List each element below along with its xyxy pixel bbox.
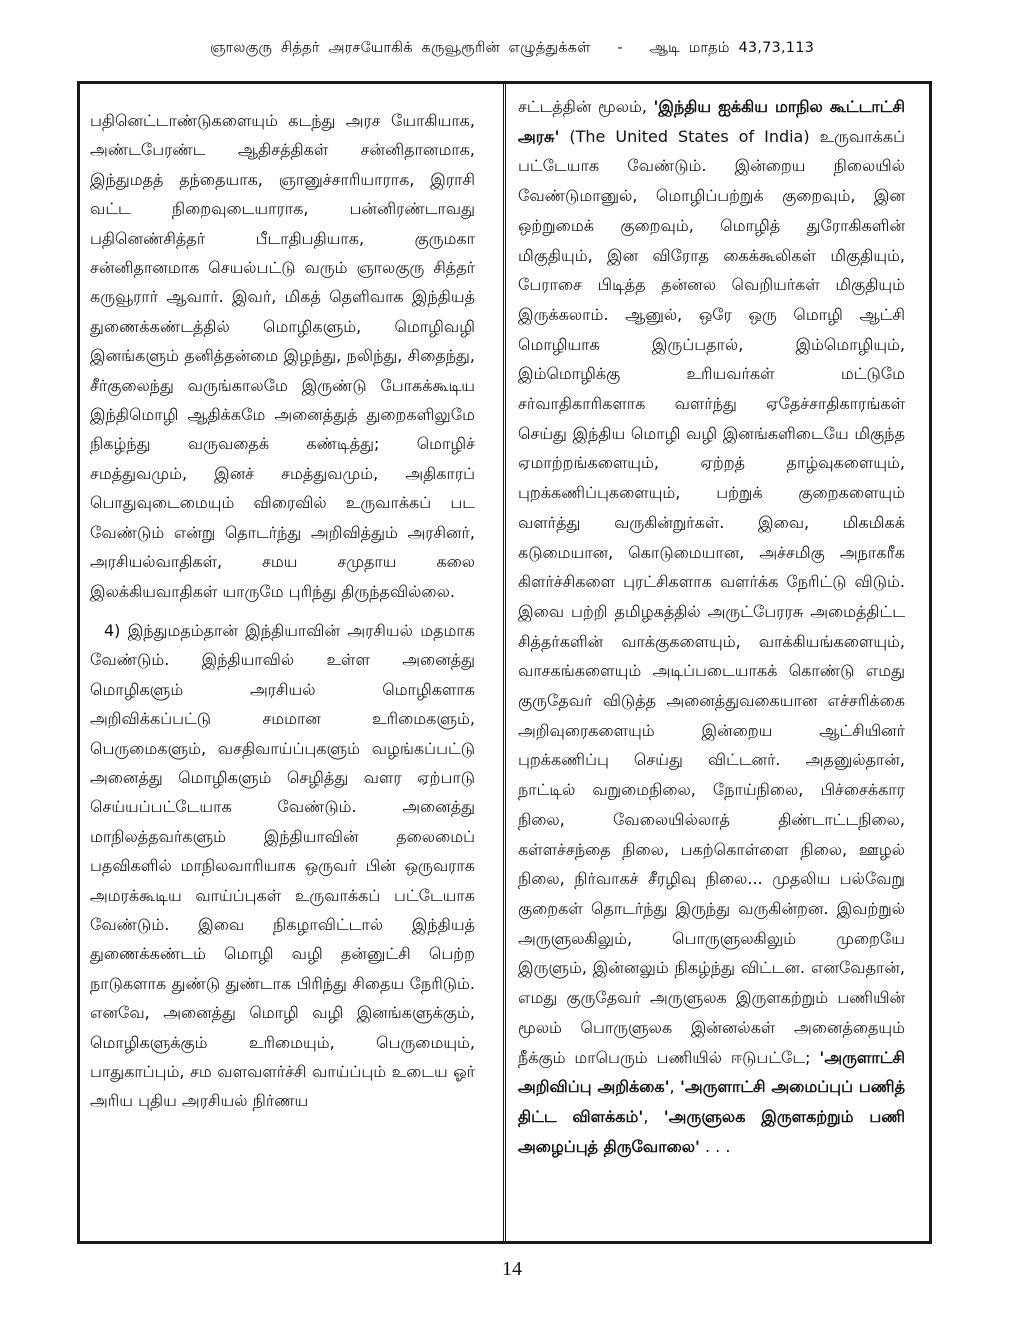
right-paragraph [518,92,905,1161]
bold-phrase-work-plan: 'அருளாட்சி அமைப்புப் பணித் திட்ட விளக்கம்' [518,1077,905,1126]
column-divider [503,84,506,1244]
right-text-1: சட்டத்தின் மூலம், [518,97,654,116]
right-text-5: . . . [699,1136,731,1156]
running-head [0,40,1024,58]
publication-title: ஞாலகுரு சித்தர் அரசயோகிக் கருவூரூரின் எழுத்துக்கள் [209,40,591,56]
right-column [518,92,905,1232]
left-paragraph-1: பதினெட்டாண்டுகளையும் கடந்து அரச யோகியாக, அண்டபேரண்ட ஆதிசத்திகள் சன்னிதானமாக, இந்துமதத் தந்தையாக, ஞானுச்சாரியாராக, இராசி வட்ட நிறைவுடையாராக, பன்னிரண்டாவது பதினெண்சித்தர் பீடாதிபதியாக, குருமகா சன்னிதானமாக செயல்பட்டு வரும் ஞாலகுரு சித்தர் கருவூரார் ஆவார். இவர், மிகத் தெளிவாக இந்தியத் துணைக்கண்டத்தில் மொழிகளும், மொழிவழி இனங்களும் தனித்தன்மை இழந்து, நலிந்து, சிதைந்து, சீர்குலைந்து வருங்காலமே இருண்டு போகக்கூடிய இந்திமொழி ஆதிக்கமே அனைத்துத் துறைகளிலுமே நிகழ்ந்து வருவதைக் கண்டித்து; மொழிச் சமத்துவமும், இனச் சமத்துவமும், அதிகாரப் பொதுவுடைமையும் விரைவில் உருவாக்கப் பட வேண்டும் என்று தொடர்ந்து அறிவித்தும் அரசினர், அரசியல்வாதிகள், சமய சமுதாய கலை இலக்கியவாதிகள் யாருமே புரிந்து திருந்தவில்லை. [90,111,475,601]
left-column [90,106,475,1226]
right-text-4: , [643,1106,664,1126]
bold-phrase-invitation: 'அருளுலக இருளகற்றும் பணி அழைப்புத் திருவோலை' [518,1106,905,1156]
left-paragraph-2: 4) இந்துமதம்தான் இந்தியாவின் அரசியல் மதமாக வேண்டும். இந்தியாவில் உள்ள அனைத்து மொழிகளும் அரசியல் மொழிகளாக அறிவிக்கப்பட்டு சமமான உரிமைகளும், பெருமைகளும், வசதிவாய்ப்புகளும் வழங்கப்பட்டு அனைத்து மொழிகளும் செழித்து வளர ஏற்பாடு செய்யப்பட்டேயாக வேண்டும். அனைத்து மாநிலத்தவர்களும் இந்தியாவின் தலைமைப் பதவிகளில் மாநிலவாரியாக ஒருவர் பின் ஒருவராக அமரக்கூடிய வாய்ப்புகள் உருவாக்கப் பட்டேயாக வேண்டும். இவை நிகழாவிட்டால் இந்தியத் துணைக்கண்டம் மொழி வழி தன்னுட்சி பெற்ற நாடுகளாக துண்டு துண்டாக பிரிந்து சிதைய நேரிடும். எனவே, அனைத்து மொழி வழி இனங்களுக்கும், மொழிகளுக்கும் உரிமையும், பெருமையும், பாதுகாப்பும், சம வளவளர்ச்சி வாய்ப்பும் உடைய ஓர் அரிய புதிய அரசியல் நிர்ணய [90,620,475,1111]
header-separator: - [617,40,623,56]
right-text-2: (The United States of India) உருவாக்கப் பட்டேயாக வேண்டும். இன்றைய நிலையில் வேண்டுமானுல், மொழிப்பற்றுக் குறைவும், இன ஒற்றுமைக் குறைவும், மொழித் துரோகிகளின் மிகுதியும், இன விரோத கைக்கூலிகள் மிகுதியும், பேராசை பிடித்த தன்னல வெறியர்கள் மிகுதியும் இருக்கலாம். ஆனுல், ஒரே ஒரு மொழி ஆட்சி மொழியாக இருப்பதால், இம்மொழியும், இம்மொழிக்கு உரியவர்கள் மட்டுமே சர்வாதிகாரிகளாக வளர்ந்து ஏதேச்சாதிகாரங்கள் செய்து இந்திய மொழி வழி இனங்களிடையே மிகுந்த ஏமாற்றங்களையும், ஏற்றத் தாழ்வுகளையும், புறக்கணிப்புகளையும், பற்றுக் குறைகளையும் வளர்த்து வருகின்றுர்கள். இவை, மிகமிகக் கடுமையான, கொடுமையான, அச்சமிகு அநாகரீக கிளர்ச்சிகளை புரட்சிகளாக வளர்க்க நேரிட்டு விடும். இவை பற்றி தமிழகத்தில் அருட்பேரரசு அமைத்திட்ட சித்தர்களின் வாக்குகளையும், வாக்கியங்களையும், வாசகங்களையும் அடிப்படையாகக் கொண்டு எமது குருதேவர் விடுத்த அனைத்துவகையான எச்சரிக்கை அறிவுரைகளையும் இன்றைய ஆட்சியினர் புறக்கணிப்பு செய்து விட்டனர். அதனுல்தான், நாட்டில் வறுமைநிலை, நோய்நிலை, பிச்சைக்கார நிலை, வேலையில்லாத் திண்டாட்டநிலை, கள்ளச்சந்தை நிலை, பகற்கொள்ளை நிலை, ஊழல் நிலை, நிர்வாகச் சீரழிவு நிலை... முதலிய பல்வேறு குறைகள் தொடர்ந்து இருந்து வருகின்றன. இவற்றுல் அருளுலகிலும், பொருளுலகிலும் முறையே இருளும், இன்னலும் நிகழ்ந்து விட்டன. எனவேதான், எமது குருதேவர் அருளுலக இருளகற்றும் பணியின் மூலம் பொருளுலக இன்னல்கள் அனைத்தையும் நீக்கும் மாபெரும் பணியில் ஈடுபட்டே; [518,126,905,1067]
page-number: 14 [502,1258,522,1280]
bold-phrase-federal-state: 'இந்திய ஐக்கிய மாநில கூட்டாட்சி அரசு' [518,97,905,146]
bold-phrase-announcement: 'அருளாட்சி அறிவிப்பு அறிக்கை' [518,1047,905,1097]
issue-info: ஆடி மாதம் 43,73,113 [649,40,815,56]
right-text-3: , [669,1077,681,1097]
